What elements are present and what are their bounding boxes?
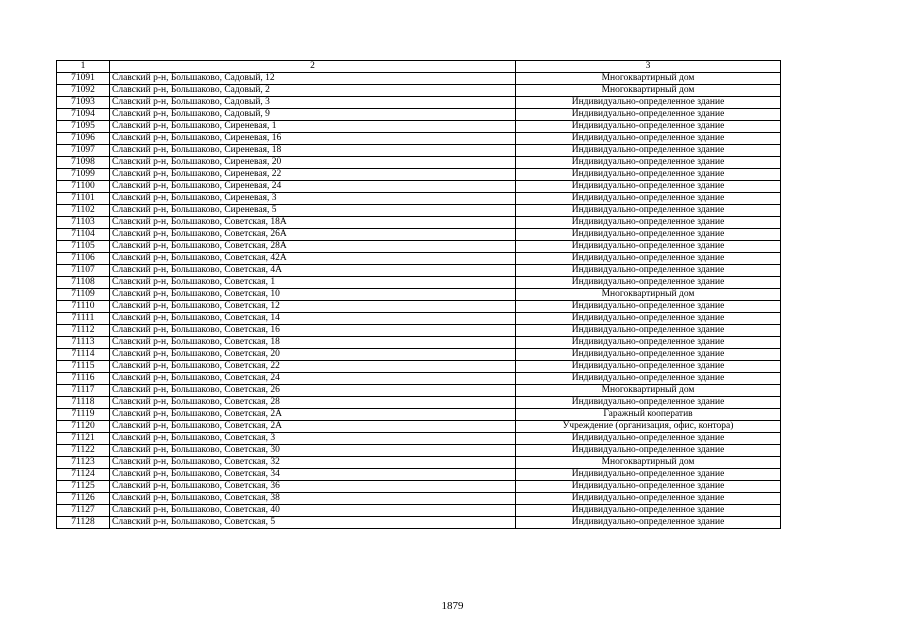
cell-address: Славский р-н, Большаково, Советская, 30 (110, 445, 516, 457)
cell-address: Славский р-н, Большаково, Советская, 42А (110, 253, 516, 265)
table-row (57, 385, 781, 397)
table-row (57, 373, 781, 385)
table-row (57, 265, 781, 277)
table-row (57, 169, 781, 181)
cell-type: Индивидуально-определенное здание (516, 325, 781, 337)
table-row (57, 445, 781, 457)
table-row (57, 109, 781, 121)
cell-number: 71094 (57, 109, 110, 121)
cell-type: Индивидуально-определенное здание (516, 373, 781, 385)
table-row (57, 121, 781, 133)
table-row (57, 505, 781, 517)
cell-address: Славский р-н, Большаково, Садовый, 3 (110, 97, 516, 109)
cell-type: Индивидуально-определенное здание (516, 517, 781, 529)
cell-address: Славский р-н, Большаково, Советская, 2А (110, 421, 516, 433)
cell-address: Славский р-н, Большаково, Советская, 22 (110, 361, 516, 373)
cell-number: 71091 (57, 73, 110, 85)
cell-address: Славский р-н, Большаково, Сиреневая, 16 (110, 133, 516, 145)
cell-type: Индивидуально-определенное здание (516, 241, 781, 253)
cell-type: Многоквартирный дом (516, 289, 781, 301)
cell-number: 71098 (57, 157, 110, 169)
cell-address: Славский р-н, Большаково, Советская, 1 (110, 277, 516, 289)
cell-number: 71127 (57, 505, 110, 517)
cell-type: Индивидуально-определенное здание (516, 433, 781, 445)
cell-number: 71124 (57, 469, 110, 481)
cell-number: 71102 (57, 205, 110, 217)
address-table (56, 60, 781, 529)
cell-address: Славский р-н, Большаково, Садовый, 9 (110, 109, 516, 121)
cell-type: Индивидуально-определенное здание (516, 169, 781, 181)
cell-address: Славский р-н, Большаково, Сиреневая, 5 (110, 205, 516, 217)
cell-number: 71114 (57, 349, 110, 361)
cell-type: Индивидуально-определенное здание (516, 217, 781, 229)
table-row (57, 181, 781, 193)
cell-address: Славский р-н, Большаково, Сиреневая, 22 (110, 169, 516, 181)
table-row (57, 433, 781, 445)
cell-address: Славский р-н, Большаково, Советская, 40 (110, 505, 516, 517)
cell-type: Индивидуально-определенное здание (516, 361, 781, 373)
table-row (57, 457, 781, 469)
cell-address: Славский р-н, Большаково, Советская, 12 (110, 301, 516, 313)
cell-address: Славский р-н, Большаково, Советская, 38 (110, 493, 516, 505)
cell-number: 71104 (57, 229, 110, 241)
table-row (57, 133, 781, 145)
cell-number: 71111 (57, 313, 110, 325)
cell-number: 71125 (57, 481, 110, 493)
cell-number: 71119 (57, 409, 110, 421)
cell-address: Славский р-н, Большаково, Советская, 18 (110, 337, 516, 349)
cell-type: Индивидуально-определенное здание (516, 97, 781, 109)
table-row (57, 313, 781, 325)
cell-type: Индивидуально-определенное здание (516, 349, 781, 361)
cell-number: 71100 (57, 181, 110, 193)
table-row (57, 157, 781, 169)
table-row (57, 253, 781, 265)
cell-number: 71117 (57, 385, 110, 397)
table-row (57, 73, 781, 85)
cell-type: Учреждение (организация, офис, контора) (516, 421, 781, 433)
cell-type: Индивидуально-определенное здание (516, 469, 781, 481)
cell-type: Индивидуально-определенное здание (516, 313, 781, 325)
table-row (57, 493, 781, 505)
header-cell-address: 2 (110, 61, 516, 73)
cell-number: 71121 (57, 433, 110, 445)
table-row (57, 517, 781, 529)
cell-address: Славский р-н, Большаково, Советская, 3 (110, 433, 516, 445)
cell-type: Индивидуально-определенное здание (516, 205, 781, 217)
table-row (57, 337, 781, 349)
cell-address: Славский р-н, Большаково, Советская, 4А (110, 265, 516, 277)
cell-number: 71113 (57, 337, 110, 349)
cell-number: 71109 (57, 289, 110, 301)
cell-address: Славский р-н, Большаково, Советская, 10 (110, 289, 516, 301)
cell-type: Индивидуально-определенное здание (516, 277, 781, 289)
cell-number: 71112 (57, 325, 110, 337)
cell-address: Славский р-н, Большаково, Сиреневая, 18 (110, 145, 516, 157)
cell-number: 71128 (57, 517, 110, 529)
table-row (57, 409, 781, 421)
cell-number: 71095 (57, 121, 110, 133)
cell-number: 71093 (57, 97, 110, 109)
table-header-row (57, 61, 781, 73)
cell-type: Индивидуально-определенное здание (516, 397, 781, 409)
cell-address: Славский р-н, Большаково, Советская, 18А (110, 217, 516, 229)
cell-address: Славский р-н, Большаково, Советская, 16 (110, 325, 516, 337)
cell-address: Славский р-н, Большаково, Советская, 36 (110, 481, 516, 493)
cell-address: Славский р-н, Большаково, Советская, 32 (110, 457, 516, 469)
address-table-body (57, 61, 781, 529)
cell-number: 71118 (57, 397, 110, 409)
cell-type: Индивидуально-определенное здание (516, 133, 781, 145)
table-row (57, 205, 781, 217)
table-row (57, 277, 781, 289)
cell-number: 71107 (57, 265, 110, 277)
cell-number: 71101 (57, 193, 110, 205)
cell-type: Многоквартирный дом (516, 85, 781, 97)
page-number: 1879 (441, 600, 464, 612)
cell-address: Славский р-н, Большаково, Советская, 5 (110, 517, 516, 529)
cell-address: Славский р-н, Большаково, Сиреневая, 1 (110, 121, 516, 133)
cell-address: Славский р-н, Большаково, Советская, 28А (110, 241, 516, 253)
cell-type: Многоквартирный дом (516, 73, 781, 85)
cell-type: Индивидуально-определенное здание (516, 505, 781, 517)
cell-address: Славский р-н, Большаково, Советская, 28 (110, 397, 516, 409)
table-row (57, 97, 781, 109)
table-row (57, 229, 781, 241)
cell-address: Славский р-н, Большаково, Советская, 34 (110, 469, 516, 481)
cell-type: Индивидуально-определенное здание (516, 109, 781, 121)
cell-address: Славский р-н, Большаково, Советская, 26А (110, 229, 516, 241)
table-row (57, 241, 781, 253)
cell-number: 71115 (57, 361, 110, 373)
cell-number: 71103 (57, 217, 110, 229)
cell-number: 71099 (57, 169, 110, 181)
cell-address: Славский р-н, Большаково, Советская, 20 (110, 349, 516, 361)
table-row (57, 217, 781, 229)
cell-address: Славский р-н, Большаково, Садовый, 2 (110, 85, 516, 97)
cell-number: 71106 (57, 253, 110, 265)
cell-type: Индивидуально-определенное здание (516, 157, 781, 169)
table-row (57, 145, 781, 157)
table-row (57, 325, 781, 337)
cell-type: Индивидуально-определенное здание (516, 145, 781, 157)
cell-number: 71097 (57, 145, 110, 157)
cell-number: 71126 (57, 493, 110, 505)
cell-number: 71122 (57, 445, 110, 457)
cell-type: Индивидуально-определенное здание (516, 301, 781, 313)
table-row (57, 289, 781, 301)
cell-address: Славский р-н, Большаково, Сиреневая, 20 (110, 157, 516, 169)
cell-address: Славский р-н, Большаково, Советская, 14 (110, 313, 516, 325)
table-row (57, 85, 781, 97)
table-row (57, 349, 781, 361)
cell-address: Славский р-н, Большаково, Садовый, 12 (110, 73, 516, 85)
cell-type: Индивидуально-определенное здание (516, 253, 781, 265)
table-row (57, 481, 781, 493)
cell-number: 71123 (57, 457, 110, 469)
cell-address: Славский р-н, Большаково, Советская, 24 (110, 373, 516, 385)
header-cell-number: 1 (57, 61, 110, 73)
cell-type: Гаражный кооператив (516, 409, 781, 421)
cell-number: 71116 (57, 373, 110, 385)
cell-number: 71096 (57, 133, 110, 145)
cell-type: Многоквартирный дом (516, 385, 781, 397)
cell-number: 71108 (57, 277, 110, 289)
cell-type: Индивидуально-определенное здание (516, 493, 781, 505)
table-row (57, 193, 781, 205)
cell-type: Индивидуально-определенное здание (516, 265, 781, 277)
cell-address: Славский р-н, Большаково, Сиреневая, 24 (110, 181, 516, 193)
cell-type: Индивидуально-определенное здание (516, 337, 781, 349)
cell-number: 71092 (57, 85, 110, 97)
table-row (57, 421, 781, 433)
cell-type: Индивидуально-определенное здание (516, 121, 781, 133)
cell-type: Многоквартирный дом (516, 457, 781, 469)
table-row (57, 469, 781, 481)
cell-type: Индивидуально-определенное здание (516, 193, 781, 205)
cell-type: Индивидуально-определенное здание (516, 181, 781, 193)
cell-type: Индивидуально-определенное здание (516, 481, 781, 493)
table-row (57, 301, 781, 313)
header-cell-type: 3 (516, 61, 781, 73)
table-row (57, 397, 781, 409)
cell-address: Славский р-н, Большаково, Советская, 2А (110, 409, 516, 421)
cell-address: Славский р-н, Большаково, Советская, 26 (110, 385, 516, 397)
cell-type: Индивидуально-определенное здание (516, 229, 781, 241)
cell-type: Индивидуально-определенное здание (516, 445, 781, 457)
cell-number: 71120 (57, 421, 110, 433)
cell-address: Славский р-н, Большаково, Сиреневая, 3 (110, 193, 516, 205)
cell-number: 71105 (57, 241, 110, 253)
table-row (57, 361, 781, 373)
cell-number: 71110 (57, 301, 110, 313)
